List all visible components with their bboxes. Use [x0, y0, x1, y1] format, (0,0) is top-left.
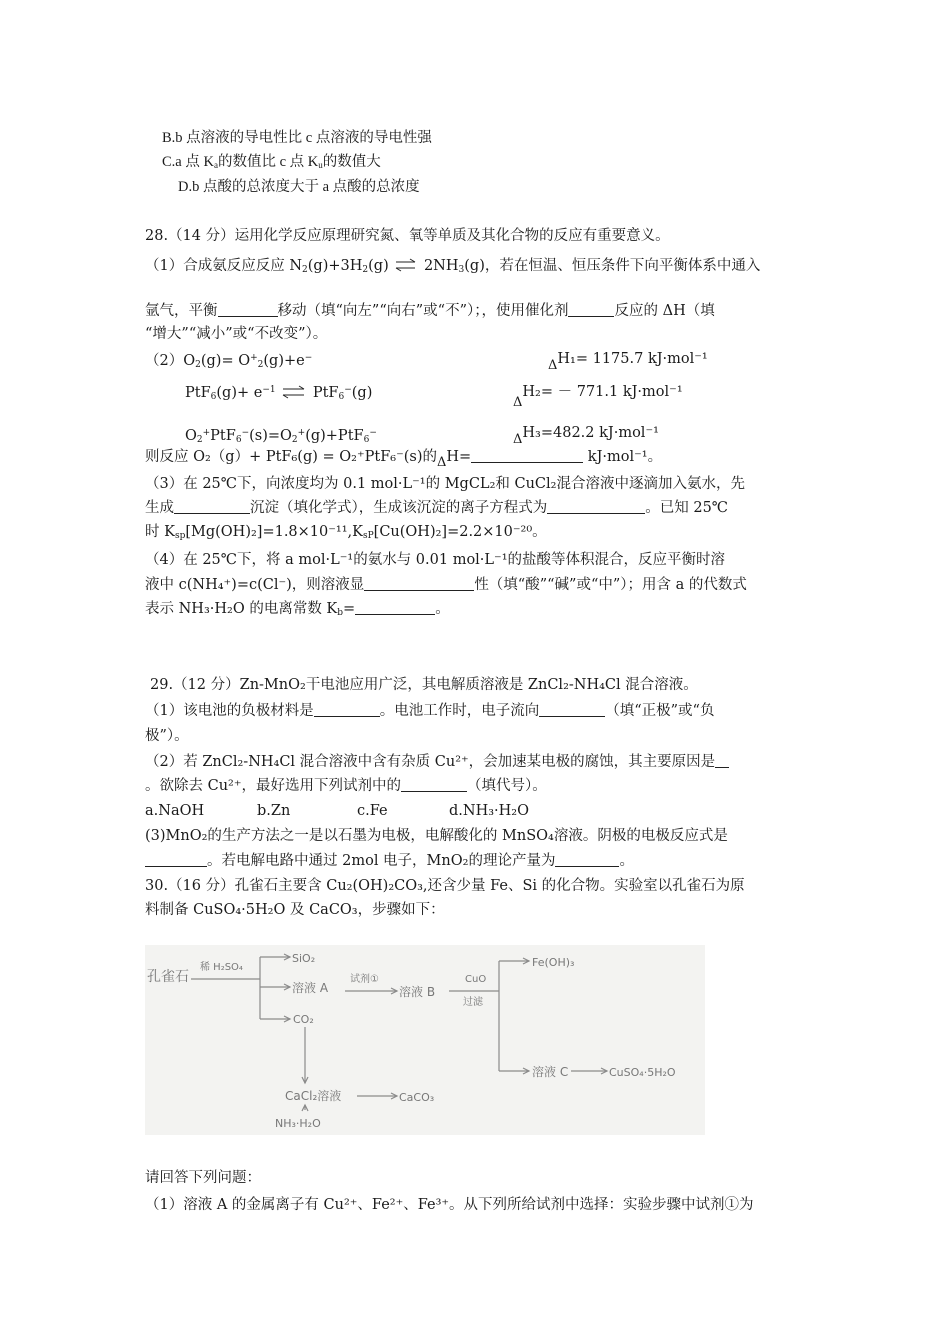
flow-filter: 过滤 — [463, 997, 483, 1008]
flow-acid: 稀 H₂SO₄ — [200, 962, 243, 973]
q29-heading: 29.（12 分）Zn-MnO₂干电池应用广泛，其电解质溶液是 ZnCl₂-NH₄Cl 混合溶液。 — [150, 677, 698, 693]
q28-part3-line2: 生成 沉淀（填化学式），生成该沉淀的离子方程式为 。已知 25℃ — [145, 500, 729, 516]
q28-part3-line1: （3）在 25℃下，向浓度均为 0.1 mol·L⁻¹的 MgCL₂和 CuCl₂混合溶液中逐滴加入氨水，先 — [145, 476, 745, 492]
flow-co2: CO₂ — [293, 1013, 314, 1026]
answer-blank[interactable] — [174, 499, 250, 514]
option-b: B.b 点溶液的导电性比 c 点溶液的导电性强 — [162, 130, 432, 146]
answer-blank[interactable] — [471, 448, 583, 463]
q28-part2-eq1: $(2)O_2(g)= O^+_2(g)+e^-$ — [145, 353, 313, 370]
q28-part4-line2: 液中 c(NH₄⁺)=c(Cl⁻)，则溶液显 性（填“酸”“碱”或“中”）；用含 a 的代数式 — [145, 577, 747, 593]
q28-part4-line3: 表示 NH₃·H₂O 的电离常数 $K_b=$ 。 — [145, 601, 450, 618]
answer-blank[interactable] — [539, 702, 605, 717]
delta-icon: Δ — [513, 432, 523, 447]
q30-heading-line1: 30.（16 分）孔雀石主要含 Cu₂(OH)₂CO₃,还含少量 Fe、Si 的化合物。实验室以孔雀石为原 — [145, 878, 745, 894]
answer-blank[interactable] — [314, 702, 380, 717]
delta-h2: ΔH₂= － 771.1 kJ·mol⁻¹ — [513, 382, 683, 413]
q28-part1-line2: 氩气，平衡 移动（填“向左”“向右”或“不”）；，使用催化剂 反应的 ΔH（填 — [145, 303, 715, 319]
delta-icon: Δ — [437, 455, 447, 470]
answer-blank[interactable] — [568, 302, 614, 317]
delta-h1: ΔH₁= 1175.7 kJ·mol⁻¹ — [548, 349, 708, 376]
option-d: D.b 点酸的总浓度大于 a 点酸的总浓度 — [178, 179, 420, 195]
process-flow-diagram — [145, 945, 705, 1135]
q28-part2-question: 则反应 O₂（g）+ PtF₆(g) = O₂⁺PtF₆⁻(s)的ΔH= kJ·mol⁻¹。 — [145, 447, 662, 473]
flow-sio2: SiO₂ — [292, 952, 316, 965]
flow-solution-c: 溶液 C — [532, 1065, 569, 1079]
flow-solution-a: 溶液 A — [292, 981, 329, 995]
q29-options — [145, 801, 529, 821]
option-b[interactable]: b.Zn — [257, 803, 291, 819]
q29-part2-line1: （2）若 ZnCl₂-NH₄Cl 混合溶液中含有杂质 Cu²⁺，会加速某电极的腐蚀，其主要原因是 — [145, 752, 729, 772]
q28-heading: 28.（14 分）运用化学反应原理研究氮、氧等单质及其化合物的反应有重要意义。 — [145, 228, 670, 244]
q29-part1-line1: （1）该电池的负极材料是 。电池工作时，电子流向 （填“正极”或“负 — [145, 703, 715, 719]
answer-blank[interactable] — [145, 852, 207, 867]
option-c: C.a 点 $K_a$的数值比 c 点 $K_u$的数值大 — [162, 154, 381, 170]
delta-h3: ΔH₃=482.2 kJ·mol⁻¹ — [513, 423, 659, 450]
delta-icon: Δ — [548, 358, 558, 373]
q29-part3-line1: (3)MnO₂的生产方法之一是以石墨为电极，电解酸化的 MnSO₄溶液。阴极的电极反应式是 — [145, 828, 728, 844]
flow-nh3: NH₃·H₂O — [275, 1117, 321, 1130]
q29-part1-line2: 极”）。 — [145, 728, 189, 744]
flow-cuso4: CuSO₄·5H₂O — [609, 1066, 676, 1079]
q28-part1-line1: （1）合成氨反应反应 $N_2(g)+3H_2(g)$ $2NH_3(g)$，若在恒温、恒压条件下向平衡体系中通入 — [145, 258, 761, 275]
option-d[interactable]: d.NH₃·H₂O — [449, 803, 529, 819]
equilibrium-arrow-icon — [395, 258, 417, 272]
flow-cacl2: CaCl₂溶液 — [285, 1089, 342, 1103]
flow-caco3: CaCO₃ — [399, 1091, 435, 1104]
q30-heading-line2: 料制备 CuSO₄·5H₂O 及 CaCO₃，步骤如下： — [145, 902, 445, 918]
answer-blank[interactable] — [555, 852, 619, 867]
equilibrium-arrow-icon — [282, 385, 306, 399]
q28-part2-eq3: $O_2^+PtF_6^-(s)=O_2^+(g)+PtF_6^-$ — [185, 428, 377, 445]
option-c[interactable]: c.Fe — [357, 803, 388, 819]
flow-solution-b: 溶液 B — [399, 985, 436, 999]
answer-blank[interactable] — [401, 777, 467, 792]
flow-cuo: CuO — [465, 974, 487, 985]
answer-blank[interactable] — [715, 753, 729, 768]
q28-part1-line3: “增大”“减小”或“不改变”）。 — [145, 326, 328, 342]
q29-part2-line2: 。欲除去 Cu²⁺，最好选用下列试剂中的 （填代号）。 — [145, 778, 547, 794]
delta-icon: Δ — [513, 395, 523, 410]
q28-part4-line1: （4）在 25℃下，将 a mol·L⁻¹的氨水与 0.01 mol·L⁻¹的盐酸等体积混合，反应平衡时溶 — [145, 552, 726, 568]
q28-part3-line3: 时 $K_{sp}[Mg(OH)_2]=1.8\times 10^{-11},K_{sP}[Cu(OH)_2]=2.2\times 10^{-20}$。 — [145, 524, 547, 541]
answer-blank[interactable] — [364, 576, 474, 591]
flow-reagent: 试剂① — [350, 974, 379, 985]
q28-part2-eq2: $PtF_6(g)+ e^{-1}$ PtF$_6$−(g) — [185, 385, 373, 402]
flow-start: 孔雀石 — [147, 969, 189, 985]
q30-ask: 请回答下列问题： — [145, 1170, 261, 1186]
answer-blank[interactable] — [218, 302, 278, 317]
answer-blank[interactable] — [355, 600, 435, 615]
answer-blank[interactable] — [547, 499, 645, 514]
q29-part3-line2: 。若电解电路中通过 2mol 电子，MnO₂的理论产量为 。 — [145, 851, 634, 871]
flow-feoh3: Fe(OH)₃ — [532, 956, 575, 969]
q30-part1: （1）溶液 A 的金属离子有 Cu²⁺、Fe²⁺、Fe³⁺。从下列所给试剂中选择：实验步骤中试剂①为 — [145, 1197, 754, 1213]
option-a[interactable]: a.NaOH — [145, 803, 205, 819]
